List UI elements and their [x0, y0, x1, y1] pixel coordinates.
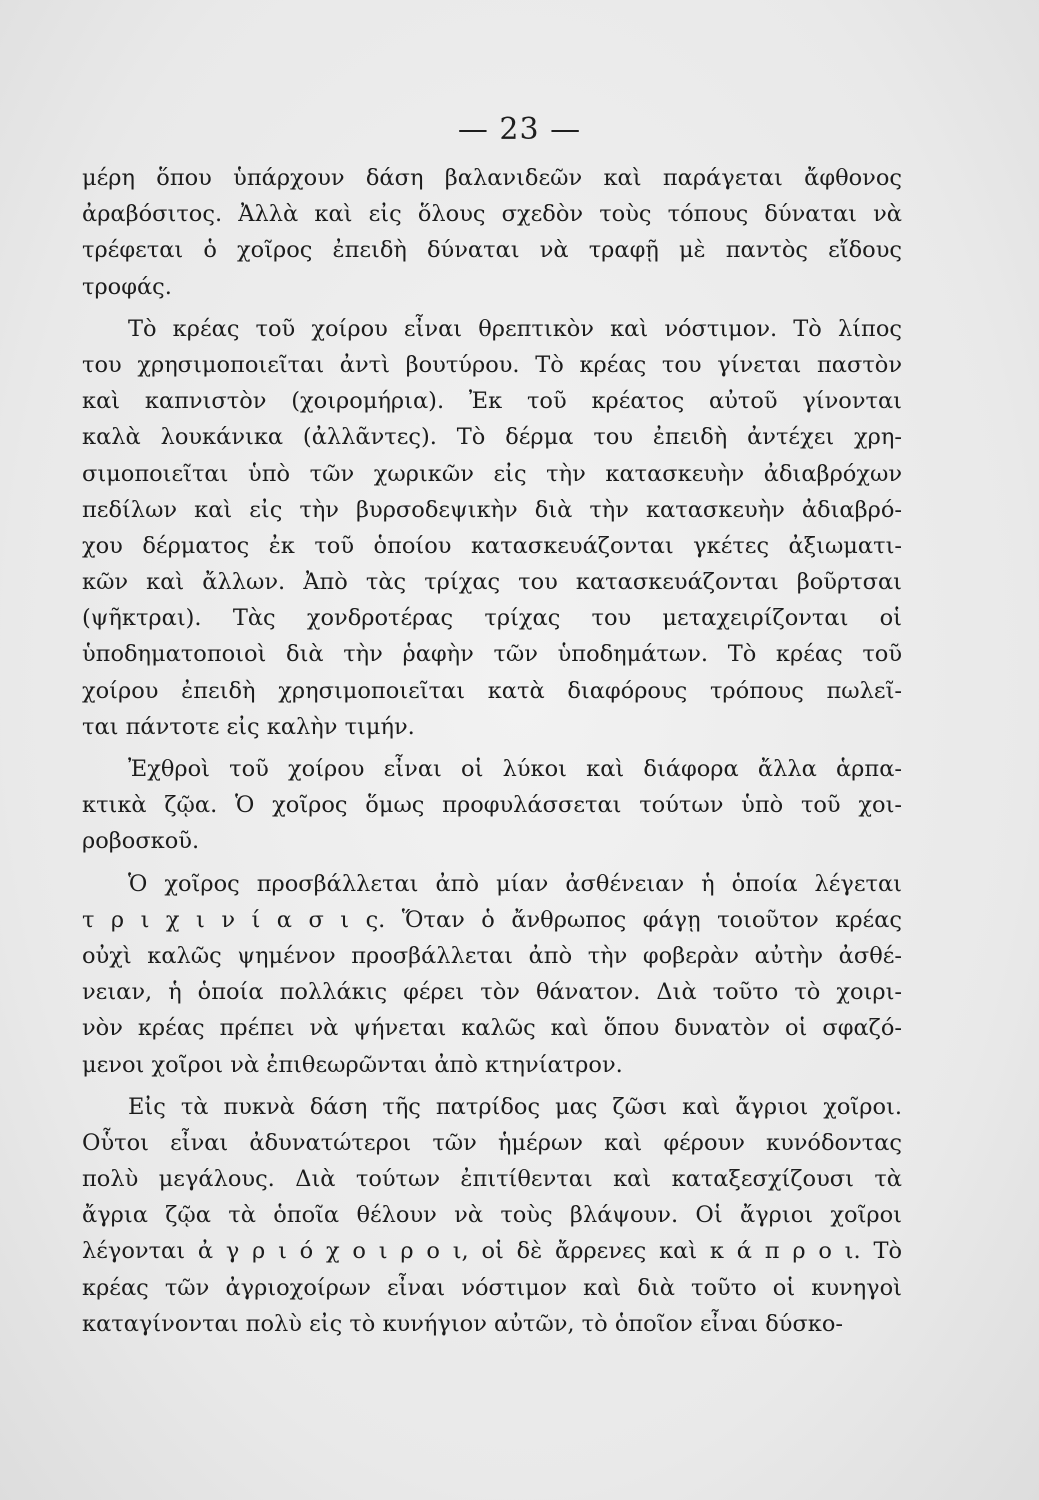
- text-line: σιμοποιεῖται ὑπὸ τῶν χωρικῶν εἰς τὴν κατασκευὴν ἀδιαβρόχων: [82, 460, 902, 487]
- text-line: Ἐχθροὶ τοῦ χοίρου εἶναι οἱ λύκοι καὶ διάφορα ἄλλα ἁρπα-: [128, 756, 902, 782]
- text-line: πεδίλων καὶ εἰς τὴν βυρσοδεψικὴν διὰ τὴν κατασκευὴν ἀδιαβρό-: [82, 496, 902, 523]
- paragraph: [82, 160, 902, 305]
- text-line: μενοι χοῖροι νὰ ἐπιθεωρῶνται ἀπὸ κτηνίατρον.: [82, 1051, 623, 1078]
- text-line: ἄγρια ζῷα τὰ ὁποῖα θέλουν νὰ τοὺς βλάψουν. Οἱ ἄγριοι χοῖροι: [82, 1202, 902, 1229]
- text-line: κῶν καὶ ἄλλων. Ἀπὸ τὰς τρίχας του κατασκευάζονται βοῦρτσαι: [82, 569, 902, 596]
- page-number: — 23 —: [457, 112, 582, 147]
- body-text: [82, 160, 902, 1342]
- text-line: ροβοσκοῦ.: [82, 828, 200, 855]
- text-line: καὶ καπνιστὸν (χοιρομήρια). Ἐκ τοῦ κρέατος αὐτοῦ γίνονται: [82, 388, 902, 415]
- text-line: Οὗτοι εἶναι ἀδυνατώτεροι τῶν ἡμέρων καὶ φέρουν κυνόδοντας: [82, 1129, 902, 1156]
- text-line: καταγίνονται πολὺ εἰς τὸ κυνήγιον αὐτῶν, τὸ ὁποῖον εἶναι δύσκο-: [82, 1310, 844, 1337]
- text-line: πολὺ μεγάλους. Διὰ τούτων ἐπιτίθενται καὶ καταξεσχίζουσι τὰ: [82, 1166, 902, 1193]
- text-line: μέρη ὅπου ὑπάρχουν δάση βαλανιδεῶν καὶ παράγεται ἄφθονος: [82, 165, 902, 191]
- text-line: Εἰς τὰ πυκνὰ δάση τῆς πατρίδος μας ζῶσι καὶ ἄγριοι χοῖροι.: [128, 1093, 902, 1120]
- text-line: τρέφεται ὁ χοῖρος ἐπειδὴ δύναται νὰ τραφῇ μὲ παντὸς εἴδους: [82, 237, 902, 264]
- paragraph: [82, 311, 902, 745]
- text-line: καλὰ λουκάνικα (ἀλλᾶντες). Τὸ δέρμα του ἐπειδὴ ἀντέχει χρη-: [82, 424, 902, 451]
- text-line: χου δέρματος ἐκ τοῦ ὁποίου κατασκευάζονται γκέτες ἀξιωματι-: [82, 532, 902, 559]
- text-line: του χρησιμοποιεῖται ἀντὶ βουτύρου. Τὸ κρέας του γίνεται παστὸν: [82, 351, 902, 378]
- text-line: νειαν, ἡ ὁποία πολλάκις φέρει τὸν θάνατον. Διὰ τοῦτο τὸ χοιρι-: [82, 979, 902, 1006]
- paragraph: [82, 751, 902, 860]
- text-line: κρέας τῶν ἀγριοχοίρων εἶναι νόστιμον καὶ διὰ τοῦτο οἱ κυνηγοὶ: [82, 1274, 902, 1301]
- text-line: (ψῆκτραι). Τὰς χονδροτέρας τρίχας του μεταχειρίζονται οἱ: [82, 605, 902, 632]
- text-line: ται πάντοτε εἰς καλὴν τιμήν.: [82, 713, 415, 740]
- text-line: τροφάς.: [82, 273, 172, 300]
- text-line: Ὁ χοῖρος προσβάλλεται ἀπὸ μίαν ἀσθένειαν ἡ ὁποία λέγεται: [128, 870, 902, 897]
- text-line: κτικὰ ζῷα. Ὁ χοῖρος ὅμως προφυλάσσεται τούτων ὑπὸ τοῦ χοι-: [82, 792, 902, 819]
- text-line: οὐχὶ καλῶς ψημένον προσβάλλεται ἀπὸ τὴν φοβερὰν αὐτὴν ἀσθέ-: [82, 942, 902, 969]
- paragraph: [82, 866, 902, 1083]
- text-line: νὸν κρέας πρέπει νὰ ψήνεται καλῶς καὶ ὅπου δυνατὸν οἱ σφαζό-: [82, 1015, 902, 1042]
- text-line: χοίρου ἐπειδὴ χρησιμοποιεῖται κατὰ διαφόρους τρόπους πωλεῖ-: [82, 677, 902, 704]
- text-line: τ ρ ι χ ι ν ί α σ ι ς. Ὅταν ὁ ἄνθρωπος φάγῃ τοιοῦτον κρέας: [82, 906, 902, 933]
- paragraph: [82, 1089, 902, 1342]
- text-line: λέγονται ἀ γ ρ ι ό χ ο ι ρ ο ι, οἱ δὲ ἄρρενες καὶ κ ά π ρ ο ι. Τὸ: [82, 1238, 902, 1265]
- text-line: ὑποδηματοποιοὶ διὰ τὴν ῥαφὴν τῶν ὑποδημάτων. Τὸ κρέας τοῦ: [82, 641, 902, 668]
- text-line: Τὸ κρέας τοῦ χοίρου εἶναι θρεπτικὸν καὶ νόστιμον. Τὸ λίπος: [128, 315, 902, 342]
- text-line: ἀραβόσιτος. Ἀλλὰ καὶ εἰς ὅλους σχεδὸν τοὺς τόπους δύναται νὰ: [82, 201, 902, 228]
